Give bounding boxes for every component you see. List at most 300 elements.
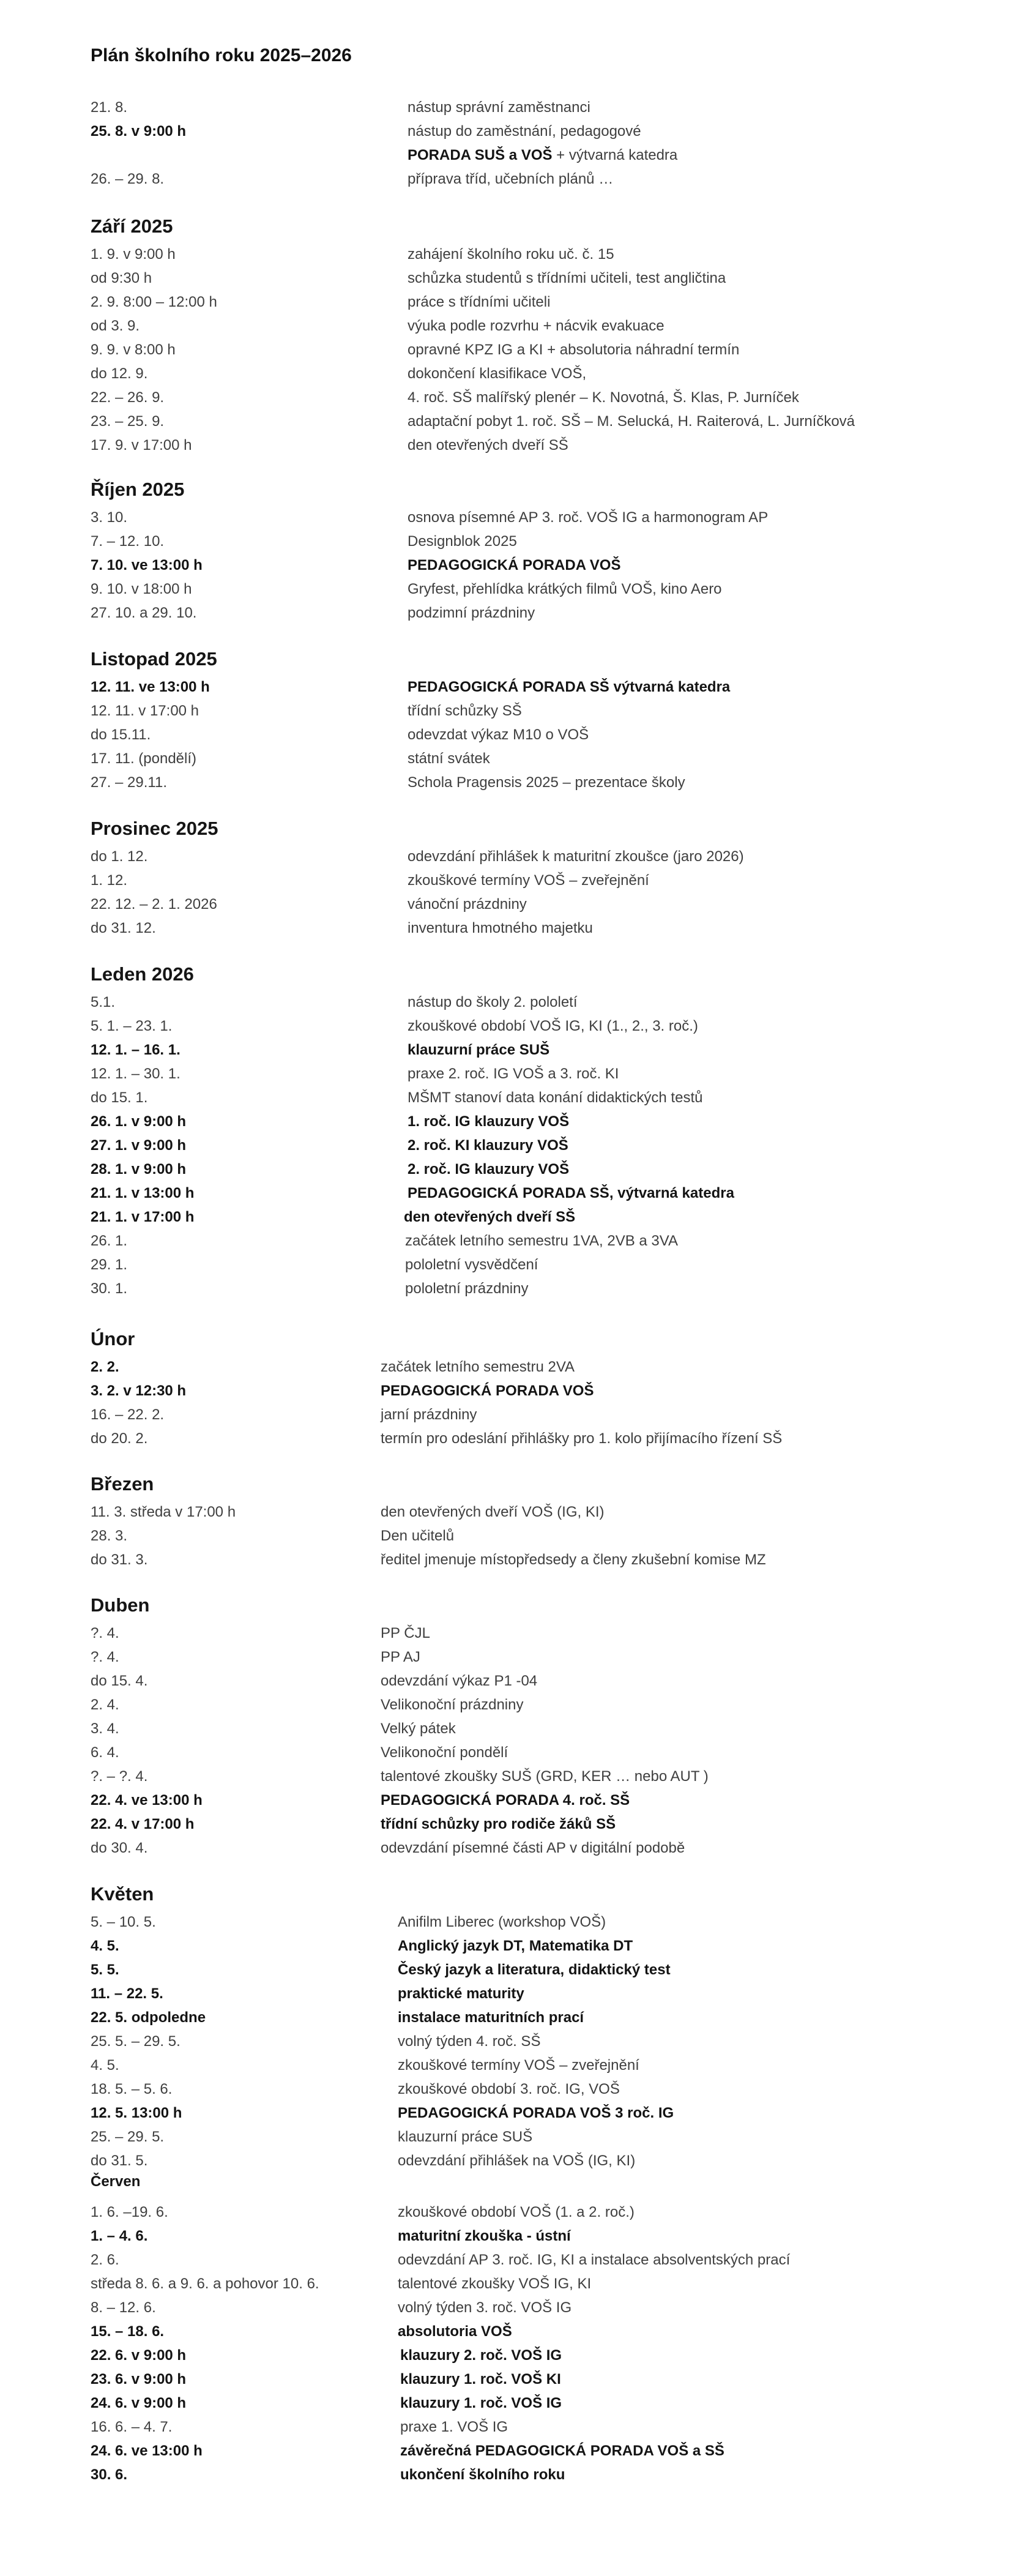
- event-text: Designblok 2025: [408, 533, 517, 550]
- schedule-row: [0, 771, 1009, 794]
- event-date: do 31. 12.: [91, 920, 156, 936]
- event-description: [398, 2248, 790, 2272]
- event-description: [398, 1910, 606, 1934]
- event-text: klauzury 1. roč. VOŠ IG: [400, 2395, 562, 2411]
- event-text: třídní schůzky pro rodiče žáků SŠ: [381, 1816, 616, 1832]
- event-description: [408, 553, 620, 577]
- event-description: [404, 1205, 575, 1229]
- event-text: jarní prázdniny: [381, 1406, 477, 1423]
- event-description: [398, 2149, 635, 2173]
- event-date: 23. – 25. 9.: [91, 413, 165, 430]
- event-description: [408, 771, 685, 794]
- section-heading: Září 2025: [91, 215, 173, 237]
- event-date: 27. – 29.11.: [91, 774, 167, 791]
- event-text: práce s třídními učiteli: [408, 294, 551, 310]
- event-text: zkouškové termíny VOŠ – zveřejnění: [408, 872, 649, 889]
- schedule-row: [0, 143, 1009, 167]
- event-date: 23. 6. v 9:00 h: [91, 2371, 187, 2387]
- schedule-row: [0, 338, 1009, 362]
- schedule-row: [0, 1548, 1009, 1572]
- event-date: 3. 10.: [91, 509, 128, 526]
- event-date: 16. – 22. 2.: [91, 1406, 165, 1423]
- schedule-row: [0, 892, 1009, 916]
- event-description: [398, 2101, 674, 2125]
- event-text: PEDAGOGICKÁ PORADA VOŠ 3 roč. IG: [398, 2105, 674, 2121]
- event-description: [381, 1379, 594, 1403]
- event-text: schůzka studentů s třídními učiteli, test angličtina: [408, 270, 726, 286]
- event-date: 17. 11. (pondělí): [91, 750, 197, 767]
- event-date: ?. 4.: [91, 1649, 119, 1665]
- schedule-row: [0, 1038, 1009, 1062]
- event-date: 26. – 29. 8.: [91, 171, 165, 187]
- schedule-row: [0, 506, 1009, 529]
- event-date: 9. 9. v 8:00 h: [91, 342, 176, 358]
- event-date: 1. 12.: [91, 872, 128, 889]
- schedule-row: [0, 601, 1009, 625]
- event-date: do 1. 12.: [91, 848, 148, 865]
- event-date: 5.1.: [91, 994, 116, 1010]
- event-text: Velký pátek: [381, 1720, 456, 1737]
- event-date: 1. 6. –19. 6.: [91, 2204, 168, 2220]
- schedule-row: [0, 1229, 1009, 1253]
- schedule-row: [0, 2343, 1009, 2367]
- event-description: [408, 747, 490, 771]
- schedule-row: [0, 2367, 1009, 2391]
- schedule-row: [0, 2006, 1009, 2029]
- event-description: [381, 1645, 420, 1669]
- schedule-row: [0, 1812, 1009, 1836]
- event-text-suffix: + výtvarná katedra: [552, 147, 678, 163]
- schedule-row: [0, 2200, 1009, 2224]
- event-description: [408, 119, 641, 143]
- event-description: [408, 433, 568, 457]
- schedule-row: [0, 699, 1009, 723]
- schedule-row: [0, 2125, 1009, 2149]
- event-date: 9. 10. v 18:00 h: [91, 581, 192, 597]
- event-text: termín pro odeslání přihlášky pro 1. kolo přijímacího řízení SŠ: [381, 1430, 783, 1447]
- event-date: do 31. 5.: [91, 2152, 148, 2169]
- event-text: Anglický jazyk DT, Matematika DT: [398, 1938, 633, 1954]
- schedule-row: [0, 119, 1009, 143]
- event-date: do 15.11.: [91, 726, 151, 743]
- event-description: [408, 601, 535, 625]
- event-description: [405, 1253, 538, 1277]
- event-date: 2. 6.: [91, 2252, 119, 2268]
- event-text: začátek letního semestru 1VA, 2VB a 3VA: [405, 1233, 679, 1249]
- event-text: PEDAGOGICKÁ PORADA SŠ, výtvarná katedra: [408, 1185, 734, 1201]
- schedule-row: [0, 2101, 1009, 2125]
- event-description: [408, 506, 768, 529]
- schedule-row: [0, 1086, 1009, 1110]
- event-date: 22. – 26. 9.: [91, 389, 165, 406]
- event-description: [408, 290, 550, 314]
- schedule-row: [0, 1693, 1009, 1717]
- schedule-row: [0, 2029, 1009, 2053]
- event-description: [408, 143, 677, 167]
- event-date: 22. 4. ve 13:00 h: [91, 1792, 203, 1809]
- event-date: 7. 10. ve 13:00 h: [91, 557, 203, 573]
- schedule-row: [0, 242, 1009, 266]
- event-date: 4. 5.: [91, 2057, 119, 2074]
- event-description: [381, 1788, 630, 1812]
- schedule-row: [0, 1910, 1009, 1934]
- event-date: 21. 8.: [91, 99, 128, 116]
- event-date: 17. 9. v 17:00 h: [91, 437, 192, 454]
- event-date: 26. 1. v 9:00 h: [91, 1113, 187, 1130]
- schedule-row: [0, 723, 1009, 747]
- event-description: [408, 699, 522, 723]
- schedule-row: [0, 167, 1009, 191]
- event-description: [405, 1277, 528, 1301]
- event-date: do 31. 3.: [91, 1551, 148, 1568]
- schedule-row: [0, 1669, 1009, 1693]
- schedule-row: [0, 1982, 1009, 2006]
- section-heading: Říjen 2025: [91, 479, 185, 500]
- event-text: PEDAGOGICKÁ PORADA VOŠ: [381, 1383, 594, 1399]
- schedule-row: [0, 362, 1009, 386]
- schedule-row: [0, 1253, 1009, 1277]
- event-date: 5. 1. – 23. 1.: [91, 1018, 173, 1034]
- event-date: 22. 12. – 2. 1. 2026: [91, 896, 217, 913]
- event-description: [405, 1229, 678, 1253]
- schedule-row: [0, 990, 1009, 1014]
- schedule-row: [0, 2053, 1009, 2077]
- event-text: Velikonoční pondělí: [381, 1744, 508, 1761]
- event-text: absolutoria VOŠ: [398, 2323, 512, 2340]
- section-heading: Únor: [91, 1328, 135, 1350]
- event-description: [400, 2439, 724, 2463]
- schedule-row: [0, 2463, 1009, 2487]
- event-date: 1. – 4. 6.: [91, 2228, 148, 2244]
- event-description: [408, 266, 726, 290]
- event-text: dokončení klasifikace VOŠ,: [408, 365, 587, 382]
- event-text: odevzdání výkaz P1 -04: [381, 1673, 538, 1689]
- event-description: [381, 1693, 523, 1717]
- schedule-row: [0, 1205, 1009, 1229]
- event-date: 12. 1. – 16. 1.: [91, 1042, 181, 1058]
- event-text: adaptační pobyt 1. roč. SŠ – M. Selucká, H. Raiterová, L. Jurníčková: [408, 413, 855, 430]
- event-description: [398, 2200, 635, 2224]
- schedule-row: [0, 675, 1009, 699]
- event-description: [381, 1355, 575, 1379]
- event-date: od 9:30 h: [91, 270, 152, 286]
- schedule-row: [0, 1621, 1009, 1645]
- event-description: [398, 1982, 524, 2006]
- event-description: [381, 1524, 454, 1548]
- event-description: [408, 1014, 698, 1038]
- event-text: opravné KPZ IG a KI + absolutoria náhradní termín: [408, 342, 740, 358]
- event-date: do 15. 4.: [91, 1673, 148, 1689]
- event-date: 24. 6. v 9:00 h: [91, 2395, 187, 2411]
- schedule-row: [0, 2224, 1009, 2248]
- event-description: [398, 2125, 532, 2149]
- event-text: zkouškové období VOŠ IG, KI (1., 2., 3. roč.): [408, 1018, 698, 1034]
- schedule-row: [0, 1403, 1009, 1427]
- event-text: státní svátek: [408, 750, 490, 767]
- event-description: [408, 1157, 569, 1181]
- section-heading: Duben: [91, 1594, 150, 1616]
- event-text: zkouškové období VOŠ (1. a 2. roč.): [398, 2204, 635, 2220]
- event-date: do 20. 2.: [91, 1430, 148, 1447]
- event-description: [408, 386, 799, 409]
- event-text: praktické maturity: [398, 1985, 524, 2002]
- schedule-row: [0, 433, 1009, 457]
- schedule-row: [0, 409, 1009, 433]
- event-description: [408, 529, 517, 553]
- event-date: 26. 1.: [91, 1233, 128, 1249]
- schedule-row: [0, 553, 1009, 577]
- event-date: 5. – 10. 5.: [91, 1914, 156, 1930]
- event-description: [408, 242, 614, 266]
- event-date: 6. 4.: [91, 1744, 119, 1761]
- event-date: 16. 6. – 4. 7.: [91, 2419, 173, 2435]
- event-date: 15. – 18. 6.: [91, 2323, 165, 2340]
- event-date: 11. – 22. 5.: [91, 1985, 163, 2002]
- schedule-row: [0, 868, 1009, 892]
- event-text: podzimní prázdniny: [408, 605, 535, 621]
- event-text: odevzdání přihlášek k maturitní zkoušce (jaro 2026): [408, 848, 744, 865]
- event-date: 4. 5.: [91, 1938, 119, 1954]
- schedule-row: [0, 1181, 1009, 1205]
- event-date: 5. 5.: [91, 1962, 119, 1978]
- schedule-row: [0, 1379, 1009, 1403]
- event-date: 21. 1. v 13:00 h: [91, 1185, 195, 1201]
- event-description: [381, 1741, 508, 1764]
- event-text: 2. roč. KI klauzury VOŠ: [408, 1137, 568, 1154]
- event-date: 3. 4.: [91, 1720, 119, 1737]
- event-description: [398, 2006, 584, 2029]
- schedule-row: [0, 314, 1009, 338]
- event-text: pololetní vysvědčení: [405, 1256, 538, 1273]
- event-text: klauzurní práce SUŠ: [408, 1042, 550, 1058]
- event-text: Den učitelů: [381, 1528, 455, 1544]
- event-date: do 12. 9.: [91, 365, 148, 382]
- event-date: ?. – ?. 4.: [91, 1768, 148, 1785]
- event-text: Velikonoční prázdniny: [381, 1697, 524, 1713]
- schedule-row: [0, 1645, 1009, 1669]
- event-description: [408, 675, 730, 699]
- event-description: [408, 723, 589, 747]
- event-text: talentové zkoušky VOŠ IG, KI: [398, 2275, 592, 2292]
- schedule-row: [0, 290, 1009, 314]
- event-date: 27. 1. v 9:00 h: [91, 1137, 187, 1154]
- event-date: 12. 11. v 17:00 h: [91, 703, 199, 719]
- event-text: nástup do zaměstnání, pedagogové: [408, 123, 641, 140]
- schedule-row: [0, 95, 1009, 119]
- event-date: 8. – 12. 6.: [91, 2299, 156, 2316]
- event-text: instalace maturitních prací: [398, 2009, 584, 2026]
- event-description: [381, 1427, 782, 1450]
- event-date: 11. 3. středa v 17:00 h: [91, 1504, 236, 1520]
- event-text: klauzury 2. roč. VOŠ IG: [400, 2347, 562, 2364]
- event-text: den otevřených dveří VOŠ (IG, KI): [381, 1504, 605, 1520]
- event-text: příprava tříd, učebních plánů …: [408, 171, 614, 187]
- event-date: 28. 3.: [91, 1528, 128, 1544]
- schedule-row: [0, 1427, 1009, 1450]
- event-text: odevzdání AP 3. roč. IG, KI a instalace absolventských prací: [398, 2252, 791, 2268]
- event-description: [408, 1086, 702, 1110]
- event-description: [398, 1958, 671, 1982]
- schedule-row: [0, 1741, 1009, 1764]
- event-date: 25. – 29. 5.: [91, 2129, 165, 2145]
- event-description: [408, 990, 578, 1014]
- event-text: Gryfest, přehlídka krátkých filmů VOŠ, kino Aero: [408, 581, 722, 597]
- event-text: den otevřených dveří SŠ: [408, 437, 568, 454]
- schedule-row: [0, 2439, 1009, 2463]
- event-text: pololetní prázdniny: [405, 1280, 529, 1297]
- event-date: 24. 6. ve 13:00 h: [91, 2443, 203, 2459]
- event-date: 1. 9. v 9:00 h: [91, 246, 176, 263]
- event-text: PP ČJL: [381, 1625, 430, 1641]
- schedule-row: [0, 916, 1009, 940]
- schedule-row: [0, 845, 1009, 868]
- event-date: 22. 5. odpoledne: [91, 2009, 206, 2026]
- event-text: 1. roč. IG klauzury VOŠ: [408, 1113, 570, 1130]
- event-text: PP AJ: [381, 1649, 420, 1665]
- schedule-row: [0, 2272, 1009, 2296]
- schedule-row: [0, 1500, 1009, 1524]
- event-date: 18. 5. – 5. 6.: [91, 2081, 173, 2097]
- event-description: [381, 1836, 685, 1860]
- event-description: [398, 1934, 633, 1958]
- event-text: závěrečná PEDAGOGICKÁ PORADA VOŠ a SŠ: [400, 2443, 724, 2459]
- event-date: 30. 1.: [91, 1280, 128, 1297]
- event-text: klauzury 1. roč. VOŠ KI: [400, 2371, 561, 2387]
- schedule-row: [0, 2149, 1009, 2173]
- event-description: [408, 409, 855, 433]
- event-description: [408, 1133, 568, 1157]
- schedule-row: [0, 2320, 1009, 2343]
- event-text: odevzdat výkaz M10 o VOŠ: [408, 726, 589, 743]
- event-text: výuka podle rozvrhu + nácvik evakuace: [408, 318, 665, 334]
- schedule-row: [0, 1062, 1009, 1086]
- event-text: nástup do školy 2. pololetí: [408, 994, 578, 1010]
- event-text: PEDAGOGICKÁ PORADA SŠ výtvarná katedra: [408, 679, 731, 695]
- event-date: do 30. 4.: [91, 1840, 148, 1856]
- event-text: odevzdání přihlášek na VOŠ (IG, KI): [398, 2152, 636, 2169]
- event-text: Český jazyk a literatura, didaktický test: [398, 1962, 671, 1978]
- event-text: PEDAGOGICKÁ PORADA VOŠ: [408, 557, 621, 573]
- schedule-row: [0, 1355, 1009, 1379]
- schedule-row: [0, 2391, 1009, 2415]
- event-text: odevzdání písemné části AP v digitální podobě: [381, 1840, 685, 1856]
- event-date: 12. 5. 13:00 h: [91, 2105, 182, 2121]
- section-heading: Březen: [91, 1473, 154, 1495]
- event-date: 25. 8. v 9:00 h: [91, 123, 187, 140]
- event-text: PEDAGOGICKÁ PORADA 4. roč. SŠ: [381, 1792, 630, 1809]
- event-description: [398, 2272, 591, 2296]
- event-date: 3. 2. v 12:30 h: [91, 1383, 187, 1399]
- event-description: [398, 2053, 639, 2077]
- event-description: [408, 338, 739, 362]
- event-description: [400, 2415, 508, 2439]
- event-description: [408, 167, 613, 191]
- schedule-row: [0, 386, 1009, 409]
- schedule-row: [0, 1110, 1009, 1133]
- event-date: 12. 11. ve 13:00 h: [91, 679, 210, 695]
- event-text: MŠMT stanoví data konání didaktických testů: [408, 1089, 703, 1106]
- schedule-row: [0, 747, 1009, 771]
- event-text: zahájení školního roku uč. č. 15: [408, 246, 614, 263]
- event-date: 25. 5. – 29. 5.: [91, 2033, 181, 2050]
- event-date: 2. 2.: [91, 1359, 119, 1375]
- event-text: praxe 2. roč. IG VOŠ a 3. roč. KI: [408, 1066, 619, 1082]
- schedule-row: [0, 1836, 1009, 1860]
- event-text: nástup správní zaměstnanci: [408, 99, 590, 116]
- event-description: [408, 892, 527, 916]
- event-date: středa 8. 6. a 9. 6. a pohovor 10. 6.: [91, 2275, 319, 2292]
- event-description: [398, 2077, 620, 2101]
- event-text: 2. roč. IG klauzury VOŠ: [408, 1161, 570, 1178]
- event-description: [400, 2391, 562, 2415]
- schedule-row: [0, 1277, 1009, 1301]
- schedule-row: [0, 2077, 1009, 2101]
- event-description: [408, 95, 590, 119]
- event-description: [398, 2029, 540, 2053]
- event-description: [381, 1669, 537, 1693]
- schedule-row: [0, 1717, 1009, 1741]
- event-description: [398, 2296, 572, 2320]
- event-description: [381, 1500, 604, 1524]
- event-date: od 3. 9.: [91, 318, 140, 334]
- event-text: klauzurní práce SUŠ: [398, 2129, 533, 2145]
- event-text: den otevřených dveří SŠ: [404, 1209, 576, 1225]
- event-description: [400, 2367, 561, 2391]
- event-description: [381, 1621, 430, 1645]
- event-text: inventura hmotného majetku: [408, 920, 593, 936]
- event-description: [408, 868, 649, 892]
- event-date: 21. 1. v 17:00 h: [91, 1209, 195, 1225]
- section-heading: Leden 2026: [91, 963, 194, 985]
- event-description: [400, 2343, 562, 2367]
- event-description: [408, 362, 586, 386]
- event-date: 29. 1.: [91, 1256, 128, 1273]
- schedule-row: [0, 1133, 1009, 1157]
- event-text: praxe 1. VOŠ IG: [400, 2419, 508, 2435]
- schedule-row: [0, 2415, 1009, 2439]
- schedule-row: [0, 2248, 1009, 2272]
- event-description: [408, 1062, 619, 1086]
- event-text: Anifilm Liberec (workshop VOŠ): [398, 1914, 606, 1930]
- event-date: 27. 10. a 29. 10.: [91, 605, 197, 621]
- event-description: [398, 2224, 571, 2248]
- page-title: Plán školního roku 2025–2026: [91, 45, 352, 65]
- event-date: 30. 6.: [91, 2466, 128, 2483]
- schedule-row: [0, 529, 1009, 553]
- event-text: 4. roč. SŠ malířský plenér – K. Novotná, Š. Klas, P. Jurníček: [408, 389, 799, 406]
- schedule-row: [0, 1157, 1009, 1181]
- event-date: ?. 4.: [91, 1625, 119, 1641]
- schedule-row: [0, 1934, 1009, 1958]
- event-text: zkouškové termíny VOŠ – zveřejnění: [398, 2057, 639, 2074]
- event-description: [408, 916, 593, 940]
- event-date: 22. 6. v 9:00 h: [91, 2347, 187, 2364]
- event-text: maturitní zkouška - ústní: [398, 2228, 571, 2244]
- event-description: [381, 1548, 766, 1572]
- schedule-row: [0, 266, 1009, 290]
- event-text: volný týden 3. roč. VOŠ IG: [398, 2299, 572, 2316]
- event-description: [381, 1403, 477, 1427]
- schedule-row: [0, 1524, 1009, 1548]
- event-description: [381, 1717, 456, 1741]
- event-text: volný týden 4. roč. SŠ: [398, 2033, 541, 2050]
- event-description: [408, 1038, 549, 1062]
- event-text: ředitel jmenuje místopředsedy a členy zkušební komise MZ: [381, 1551, 766, 1568]
- section-heading: Listopad 2025: [91, 648, 217, 670]
- event-text: ukončení školního roku: [400, 2466, 565, 2483]
- event-date: 2. 4.: [91, 1697, 119, 1713]
- event-date: 2. 9. 8:00 – 12:00 h: [91, 294, 217, 310]
